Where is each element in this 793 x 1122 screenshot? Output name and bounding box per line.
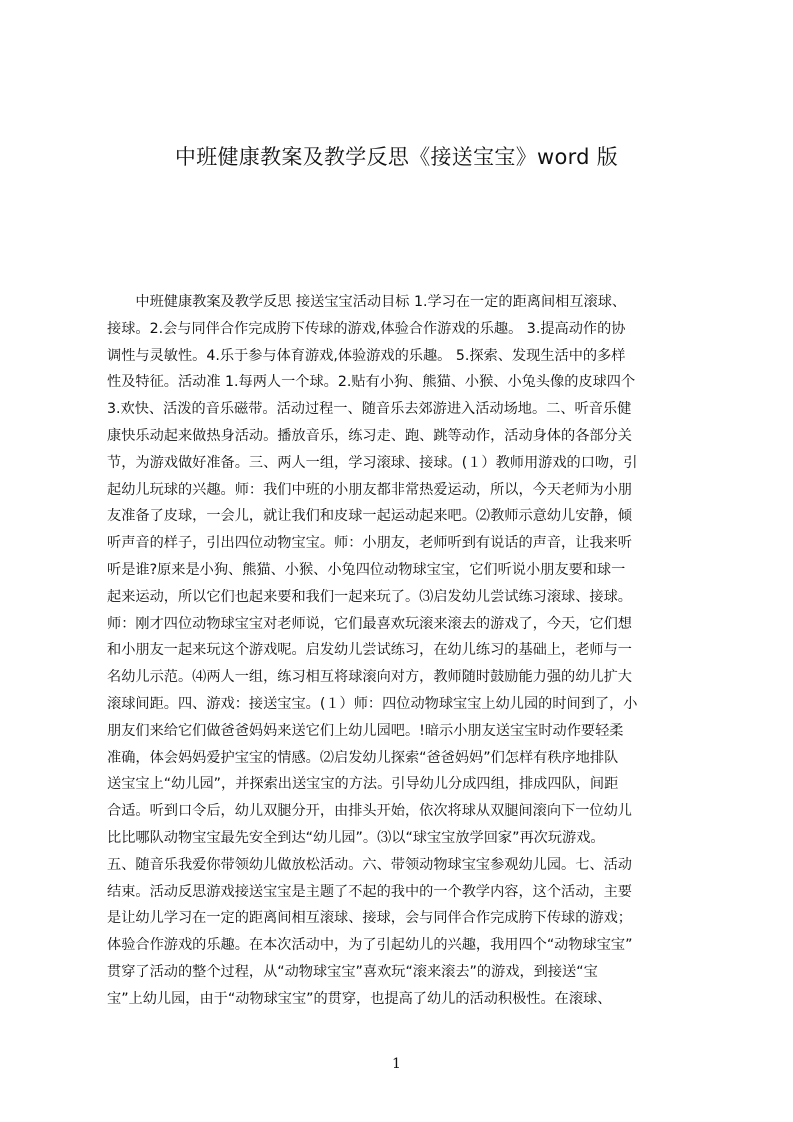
document-body: [107, 289, 700, 1011]
body-line: 滚球间距。四、游戏：接送宝宝。(１）师：四位动物球宝宝上幼儿园的时间到了，小: [107, 695, 638, 712]
body-line: 五、随音乐我爱你带领幼儿做放松活动。六、带领动物球宝宝参观幼儿园。七、活动: [107, 856, 632, 873]
body-line: 起来运动，所以它们也起来要和我们一起来玩了。⑶启发幼儿尝试练习滚球、接球。: [107, 588, 632, 605]
page-title: 中班健康教案及教学反思《接送宝宝》word 版: [174, 145, 619, 169]
body-line: 中班健康教案及教学反思 接送宝宝活动目标 1.学习在一定的距离间相互滚球、: [107, 294, 627, 310]
body-line: 节，为游戏做好准备。三、两人一组，学习滚球、接球。(１）教师用游戏的口吻，引: [107, 454, 638, 471]
body-line: 师：刚才四位动物球宝宝对老师说，它们最喜欢玩滚来滚去的游戏了，今天，它们想: [107, 615, 632, 632]
body-line: 结束。活动反思游戏接送宝宝是主题了不起的我中的一个教学内容，这个活动，主要: [107, 883, 632, 900]
body-line: 合适。听到口令后，幼儿双腿分开，由排头开始，依次将球从双腿间滚向下一位幼儿: [107, 803, 632, 820]
body-line: 友准备了皮球，一会儿，就让我们和皮球一起运动起来吧。⑵教师示意幼儿安静，倾: [107, 508, 632, 525]
body-line: 接球。2.会与同伴合作完成胯下传球的游戏,体验合作游戏的乐趣。 3.提高动作的协: [107, 320, 626, 337]
body-line: 是让幼儿学习在一定的距离间相互滚球、接球，会与同伴合作完成胯下传球的游戏；: [107, 910, 632, 927]
body-line: 性及特征。活动准 1.每两人一个球。2.贴有小狗、熊猫、小猴、小兔头像的皮球四个: [107, 374, 636, 391]
body-line: 宝”上幼儿园，由于“动物球宝宝”的贯穿，也提高了幼儿的活动积极性。在滚球、: [107, 990, 612, 1007]
body-line: 听是谁?原来是小狗、熊猫、小猴、小兔四位动物球宝宝，它们听说小朋友要和球一: [107, 561, 626, 578]
body-line: 3.欢快、活泼的音乐磁带。活动过程一、随音乐去郊游进入活动场地。二、听音乐健: [107, 401, 632, 418]
body-line: 朋友们来给它们做爸爸妈妈来送它们上幼儿园吧。!暗示小朋友送宝宝时动作要轻柔: [107, 722, 624, 739]
body-line: 和小朋友一起来玩这个游戏呢。启发幼儿尝试练习，在幼儿练习的基础上，老师与一: [107, 642, 632, 659]
body-line: 体验合作游戏的乐趣。在本次活动中，为了引起幼儿的兴趣，我用四个“动物球宝宝”: [107, 937, 633, 954]
body-line: 名幼儿示范。⑷两人一组，练习相互将球滚向对方，教师随时鼓励能力强的幼儿扩大: [107, 669, 632, 686]
body-line: 准确，体会妈妈爱护宝宝的情感。⑵启发幼儿探索“爸爸妈妈”们怎样有秩序地排队: [107, 749, 619, 766]
body-line: 起幼儿玩球的兴趣。师：我们中班的小朋友都非常热爱运动，所以，今天老师为小朋: [107, 481, 632, 498]
body-line: 贯穿了活动的整个过程，从“动物球宝宝”喜欢玩“滚来滚去”的游戏，到接送“宝: [107, 963, 598, 980]
body-line: 调性与灵敏性。4.乐于参与体育游戏,体验游戏的乐趣。 5.探索、发现生活中的多样: [107, 347, 626, 364]
body-line: 送宝宝上“幼儿园”，并探索出送宝宝的方法。引导幼儿分成四组，排成四队，间距: [107, 776, 619, 793]
page-number: 1: [392, 1056, 401, 1072]
body-line: 比比哪队动物宝宝最先安全到达“幼儿园”。⑶以“球宝宝放学回家”再次玩游戏。: [107, 829, 605, 846]
body-line: 听声音的样子，引出四位动物宝宝。师：小朋友，老师听到有说话的声音，让我来听: [107, 535, 632, 552]
body-line: 康快乐动起来做热身活动。播放音乐，练习走、跑、跳等动作，活动身体的各部分关: [107, 427, 632, 444]
